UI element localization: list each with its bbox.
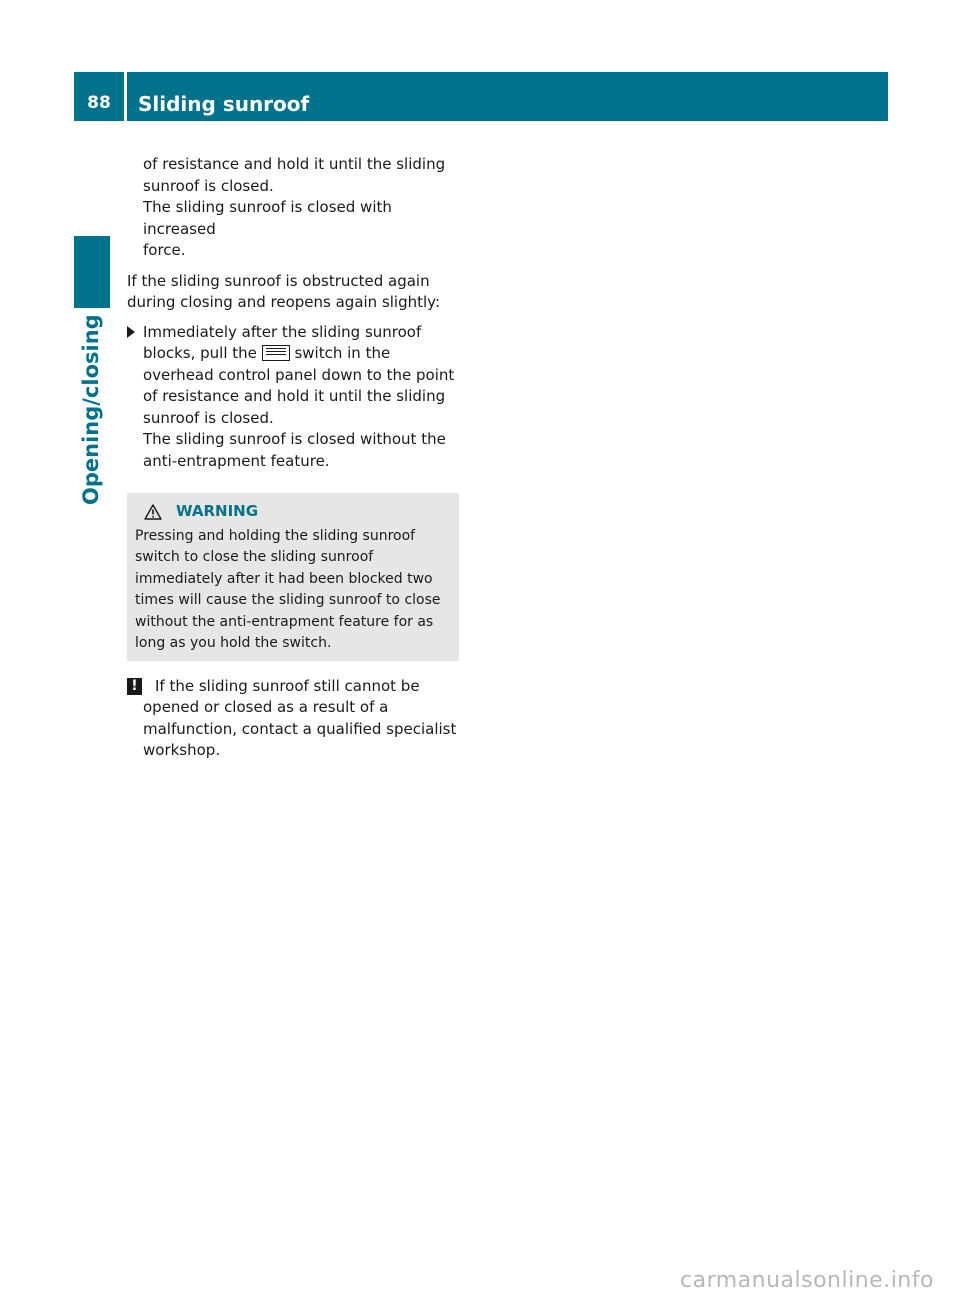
step-arrow-icon: [127, 326, 135, 338]
text-line: opened or closed as a result of a: [143, 698, 389, 716]
warning-text-line: long as you hold the switch.: [135, 635, 332, 651]
text-line: workshop.: [143, 741, 221, 759]
main-content: [127, 154, 459, 762]
sliding-sunroof-switch-icon: [262, 345, 290, 361]
text-line: sunroof is closed.: [143, 176, 274, 195]
text-line: sunroof is closed.: [143, 408, 274, 427]
warning-text-line: switch to close the sliding sunroof: [135, 549, 374, 565]
warning-text-line: without the anti-entrapment feature for as: [135, 613, 434, 630]
step-result-line: anti-entrapment feature.: [143, 451, 330, 470]
text-line: Immediately after the sliding sunroof: [143, 322, 422, 341]
footer-watermark: carmanualsonline.info: [680, 1268, 934, 1293]
continuation-block: [127, 154, 459, 262]
page-number: 88: [87, 93, 111, 113]
warning-header: [135, 501, 450, 523]
warning-text-line: Pressing and holding the sliding sunroof: [135, 527, 416, 544]
exclamation-icon: !: [127, 678, 142, 695]
page-header-bar: [74, 72, 888, 121]
text-fragment: switch in the: [294, 344, 391, 362]
text-fragment: blocks, pull the: [143, 344, 257, 362]
section-title: Sliding sunroof: [138, 92, 310, 116]
chapter-side-label: Opening/closing: [79, 314, 103, 505]
warning-text-line: immediately after it had been blocked two: [135, 570, 433, 587]
instruction-step: [127, 322, 459, 473]
text-line: of resistance and hold it until the sliding: [143, 387, 446, 405]
text-line-with-icon: [143, 343, 459, 365]
note-first-line: [143, 676, 459, 698]
text-fragment: If the sliding sunroof still cannot be: [155, 676, 420, 695]
text-line: The sliding sunroof is closed with increased: [143, 198, 392, 238]
note-block: [127, 676, 459, 762]
text-line: overhead control panel down to the point: [143, 365, 455, 384]
text-line: malfunction, contact a qualified specialist: [143, 719, 457, 738]
step-result-line: The sliding sunroof is closed without the: [143, 430, 446, 448]
side-tab-marker: [74, 236, 110, 308]
warning-box: [127, 493, 459, 661]
text-line: of resistance and hold it until the sliding: [143, 155, 446, 173]
warning-triangle-icon: [144, 504, 162, 520]
condition-paragraph: [127, 271, 459, 314]
text-line: force.: [143, 241, 186, 259]
warning-title: WARNING: [176, 502, 259, 520]
header-divider: [124, 72, 127, 121]
text-line: If the sliding sunroof is obstructed again: [127, 271, 430, 290]
text-line: during closing and reopens again slightly:: [127, 293, 441, 311]
warning-text-line: times will cause the sliding sunroof to close: [135, 592, 441, 608]
